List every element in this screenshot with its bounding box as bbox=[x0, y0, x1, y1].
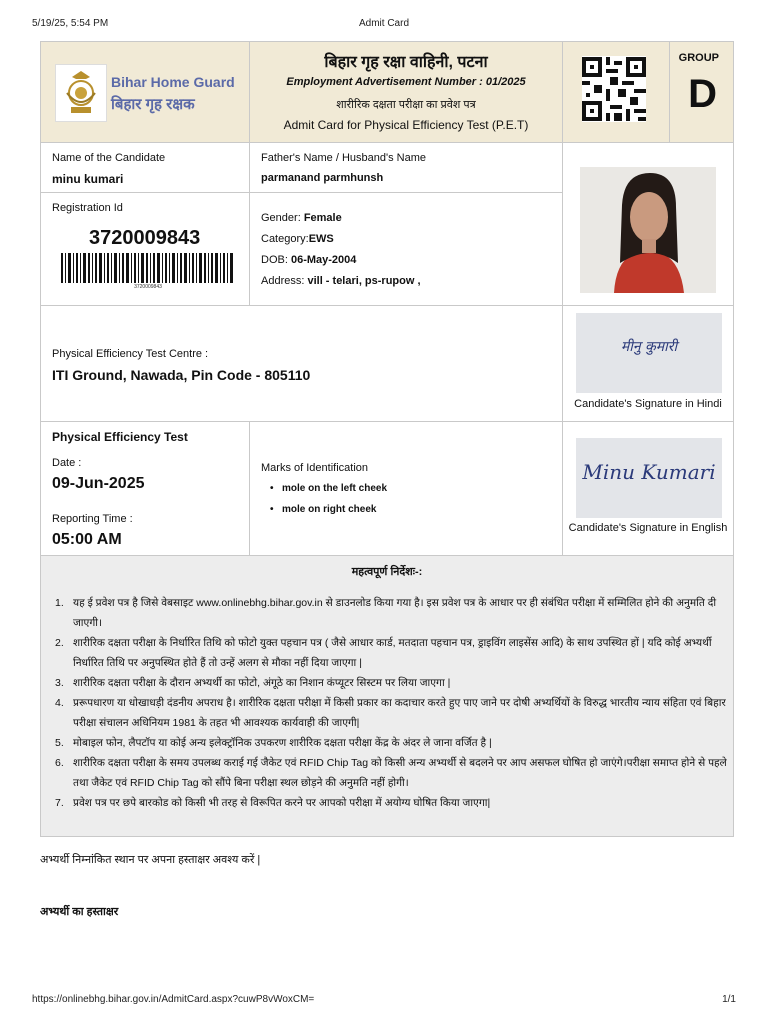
reporting-time: 05:00 AM bbox=[52, 531, 122, 548]
instruction-item: 2. शारीरिक दक्षता परीक्षा के निर्धारित तिथि को फोटो युक्त पहचान पत्र ( जैसे आधार कार्ड, मतदाता पहचान पत्र, ड्राइविंग लाइसेंस आदि) के साथ उपस्थित हों | यदि कोई अभ्यर्थी निर्धारित तिथि पर अनुपस्थित होते हैं तो उन्हें अलग से मौका नहीं दिया जाएगा | bbox=[55, 637, 712, 669]
signature-instruction: अभ्यर्थी निम्नांकित स्थान पर अपना हस्ताक्षर अवश्य करें | bbox=[40, 854, 261, 866]
pet-heading: Physical Efficiency Test bbox=[52, 430, 188, 444]
header-group-cell bbox=[670, 42, 733, 143]
instructions-list bbox=[55, 593, 727, 813]
identification-mark: • mole on the left cheek bbox=[270, 483, 388, 494]
test-centre-value: ITI Ground, Nawada, Pin Code - 805110 bbox=[52, 367, 311, 383]
father-name-cell bbox=[250, 143, 563, 193]
print-header bbox=[32, 18, 736, 32]
dob-row: DOB: 06-May-2004 bbox=[261, 254, 357, 266]
instruction-item: 5. मोबाइल फोन, लैपटॉप या कोई अन्य इलेक्ट्रॉनिक उपकरण शारीरिक दक्षता परीक्षा केंद्र के अंदर ले जाना वर्जित है | bbox=[55, 737, 492, 749]
address-value: vill - telari, ps-rupow , bbox=[307, 275, 421, 287]
header-qr-cell bbox=[563, 42, 670, 143]
admit-card-title-hindi: शारीरिक दक्षता परीक्षा का प्रवेश पत्र bbox=[336, 99, 476, 111]
candidate-details-cell bbox=[250, 193, 563, 306]
hindi-signature-caption: Candidate's Signature in Hindi bbox=[574, 398, 722, 410]
print-title: Admit Card bbox=[358, 18, 409, 29]
page-number: 1/1 bbox=[722, 994, 736, 1005]
brand-name-english: Bihar Home Guard bbox=[111, 74, 235, 90]
instruction-item: 4. प्ररूपधारण या धोखाधड़ी दंडनीय अपराध है। शारीरिक दक्षता परीक्षा में किसी प्रकार का कदाचार करते हुए पाए जाने पर दोषी अभ्यर्थियों के विरुद्ध भारतीय न्याय संहिता एवं बिहार परीक्षा संचालन अधिनियम 1981 के तहत भी आवश्यक कार्यवाही की जाएगी| bbox=[55, 697, 726, 729]
father-name: parmanand parmhunsh bbox=[261, 172, 384, 184]
instruction-item: 6. शारीरिक दक्षता परीक्षा के समय उपलब्ध कराई गई जैकेट एवं RFID Chip Tag को किसी अन्य अभ्यर्थी से बदलने पर आप असफल घोषित हो जाएंगे।परीक्षा समाप्त होने से पहले तथा जैकेट एवं RFID Chip Tag को सौंपे बिना परीक्षा स्थल छोड़ने की अनुमति नहीं होगी। bbox=[55, 757, 727, 789]
candidate-photo bbox=[580, 167, 716, 293]
qr-code-icon bbox=[582, 56, 646, 122]
candidate-name: minu kumari bbox=[52, 172, 124, 186]
barcode-icon bbox=[61, 253, 235, 283]
pet-date: 09-Jun-2025 bbox=[52, 475, 145, 492]
hindi-signature-cell bbox=[563, 306, 733, 422]
admit-card-title-english: Admit Card for Physical Efficiency Test (P.E.T) bbox=[283, 118, 529, 132]
group-label: GROUP bbox=[678, 52, 719, 64]
pet-date-label: Date : bbox=[52, 457, 82, 469]
registration-label: Registration Id bbox=[52, 202, 123, 214]
reporting-time-label: Reporting Time : bbox=[52, 513, 133, 525]
advertisement-number: Employment Advertisement Number : 01/2025 bbox=[286, 76, 526, 88]
print-datetime: 5/19/25, 5:54 PM bbox=[32, 18, 109, 29]
org-title-hindi: बिहार गृह रक्षा वाहिनी, पटना bbox=[324, 54, 488, 71]
identification-label: Marks of Identification bbox=[261, 462, 368, 474]
candidate-signature-label: अभ्यर्थी का हस्ताक्षर bbox=[40, 906, 119, 918]
test-centre-cell bbox=[41, 306, 563, 422]
category-value: EWS bbox=[308, 233, 334, 245]
admit-card bbox=[40, 41, 734, 837]
pet-schedule-cell bbox=[41, 422, 250, 556]
registration-id: 3720009843 bbox=[89, 227, 201, 249]
test-centre-label: Physical Efficiency Test Centre : bbox=[52, 348, 209, 360]
gender-value: Female bbox=[303, 212, 342, 224]
identification-cell bbox=[250, 422, 563, 556]
page-url: https://onlinebhg.bihar.gov.in/AdmitCard.aspx?cuwP8vWoxCM= bbox=[32, 994, 315, 1005]
hindi-signature-image: मीनु कुमारी bbox=[576, 313, 722, 393]
registration-cell bbox=[41, 193, 250, 306]
address-row: Address: vill - telari, ps-rupow , bbox=[261, 275, 421, 287]
instructions-title: महत्वपूर्ण निर्देशः-: bbox=[351, 566, 423, 578]
identification-marks bbox=[270, 483, 387, 525]
english-signature-caption: Candidate's Signature in English bbox=[568, 522, 728, 534]
candidate-photo-cell bbox=[563, 143, 733, 306]
instruction-item: 3. शारीरिक दक्षता परीक्षा के दौरान अभ्यर्थी का फोटो, अंगूठे का निशान कंप्यूटर सिस्टम पर लिया जाएगा | bbox=[55, 677, 451, 689]
header-logo-cell bbox=[41, 42, 250, 143]
brand-name-hindi: बिहार गृह रक्षक bbox=[111, 96, 195, 113]
print-footer bbox=[32, 994, 736, 1008]
father-name-label: Father's Name / Husband's Name bbox=[261, 152, 426, 164]
english-signature-cell bbox=[563, 422, 733, 556]
identification-mark: • mole on right cheek bbox=[270, 504, 377, 515]
instructions-section bbox=[41, 556, 733, 836]
header-title-cell bbox=[250, 42, 563, 143]
english-signature-image: Minu Kumari bbox=[576, 438, 722, 518]
bihar-emblem-icon bbox=[55, 64, 107, 122]
candidate-name-cell bbox=[41, 143, 250, 193]
dob-value: 06-May-2004 bbox=[290, 254, 357, 266]
instruction-item: 7. प्रवेश पत्र पर छपे बारकोड को किसी भी तरह से विरूपित करने पर आपको परीक्षा में अयोग्य घोषित किया जाएगा| bbox=[55, 797, 491, 809]
barcode-text: 3720009843 bbox=[134, 284, 162, 290]
gender-row: Gender: Female bbox=[261, 212, 342, 224]
group-value: D bbox=[688, 72, 717, 116]
candidate-name-label: Name of the Candidate bbox=[52, 152, 166, 164]
category-row: Category:EWS bbox=[261, 233, 334, 245]
instruction-item: 1. यह ई प्रवेश पत्र है जिसे वेबसाइट www.onlinebhg.bihar.gov.in से डाउनलोड किया गया है। इस प्रवेश पत्र के आधार पर ही संबंधित परीक्षा में सम्मिलित होने की अनुमति दी जाएगी। bbox=[55, 597, 717, 629]
